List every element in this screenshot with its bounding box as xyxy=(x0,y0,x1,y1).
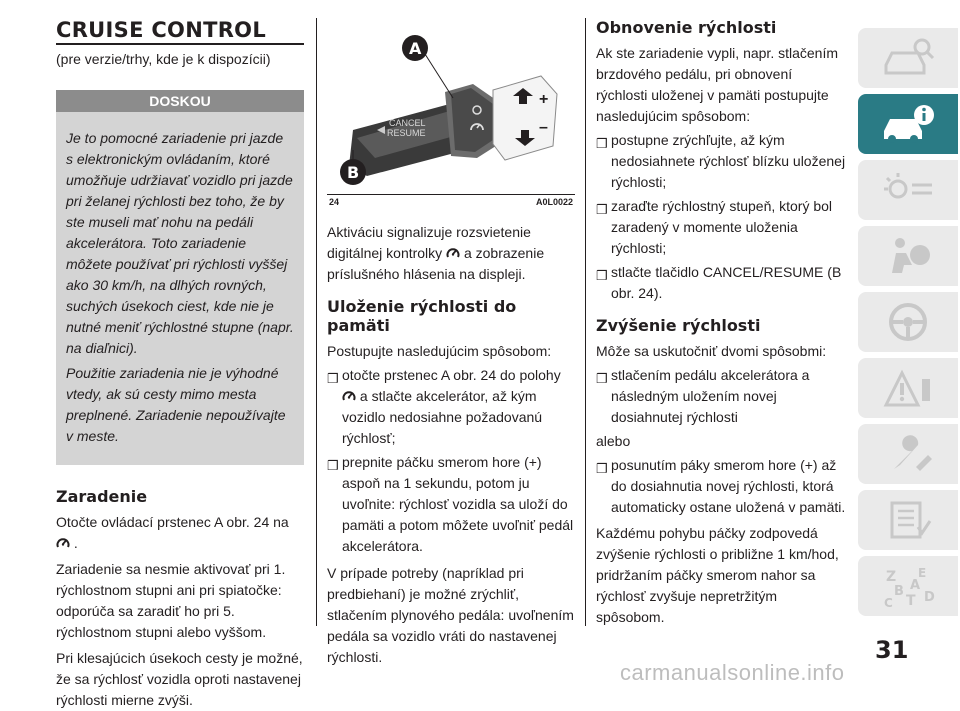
cruise-control-icon xyxy=(56,537,70,550)
list-item: ❒ zaraďte rýchlostný stupeň, ktorý bol zaradený v momente uloženia rýchlosti; xyxy=(596,198,833,256)
bullet-icon: ❒ xyxy=(596,202,608,217)
bullet-icon: ❒ xyxy=(327,458,339,473)
figure-24 xyxy=(327,18,575,208)
tab-airbag-safety[interactable] xyxy=(858,226,958,286)
cruise-control-icon xyxy=(342,390,356,403)
figure-caption xyxy=(327,194,575,208)
plus-label: + xyxy=(539,91,549,108)
tab-maintenance[interactable] xyxy=(858,424,958,484)
cruise-control-icon xyxy=(446,247,460,260)
index-letters-icon xyxy=(878,563,938,609)
section-heading-zvysenie: Zvýšenie rýchlosti xyxy=(596,316,761,335)
paragraph: Môže sa uskutočniť dvomi spôsobmi: xyxy=(596,343,827,359)
svg-text:T: T xyxy=(906,593,916,609)
svg-text:D: D xyxy=(924,590,935,605)
bullet-icon: ❒ xyxy=(596,371,608,386)
svg-text:B: B xyxy=(894,584,904,599)
figure-number: 24 xyxy=(329,197,340,207)
page-number: 31 xyxy=(875,636,909,664)
paragraph: alebo xyxy=(596,433,631,449)
paragraph: V prípade potreby (napríklad pri predbiehaní) je možné zrýchliť, stlačením plynového pedála: uvoľnením pedála sa vozidlo vráti do nastavenej rýchlosti. xyxy=(327,565,574,665)
paragraph: Aktiváciu signalizuje rozsvietenie digitálnej kontrolky a zobrazenie príslušného hlásenia na displeji. xyxy=(327,224,545,282)
list-item: ❒ otočte prstenec A obr. 24 do polohy a stlačte akcelerátor, až kým vozidlo nedosiahne požadovanú rýchlosť; xyxy=(327,367,561,446)
svg-text:Z: Z xyxy=(886,569,897,585)
warning-box xyxy=(56,90,304,465)
paragraph: Zariadenie sa nesmie aktivovať pri 1. rýchlostnom stupni ani pri spiatočke: odporúča sa zaradiť ho pri 5. rýchlostnom stupni alebo vyššom. xyxy=(56,561,286,640)
tab-dashboard-lights[interactable] xyxy=(858,160,958,220)
page-title: CRUISE CONTROL xyxy=(56,18,266,42)
minus-label: – xyxy=(539,119,548,136)
bullet-icon: ❒ xyxy=(596,461,608,476)
car-search-icon xyxy=(878,35,938,81)
airbag-safety-icon xyxy=(878,233,938,279)
paragraph: Ak ste zariadenie vypli, napr. stlačením brzdového pedálu, pri obnovení rýchlosti uloženej v pamäti postupujte nasledujúcim spôsobom: xyxy=(596,45,839,124)
cancel-label: CANCEL xyxy=(389,118,426,128)
section-heading-zaradenie: Zaradenie xyxy=(56,487,148,506)
warning-paragraph: Je to pomocné zariadenie pri jazde s elektronickým ovládaním, ktoré umožňuje udržiavať vozidlo pri jazde pri želanej rýchlosti bez toho, že by ste museli mať nohu na pedáli akcelerátora. Toto zariadenie môžete používať pri rýchlosti vyššej ako 30 km/h, na dlhých rovných, suchých úsekoch ciest, kde nie je nutné meniť rýchlostné stupne (napr. na diaľnici). xyxy=(66,130,294,356)
list-item: ❒ posunutím páky smerom hore (+) až do dosiahnutia novej rýchlosti, ktorá automaticky ostane uložená v pamäti. xyxy=(596,457,846,515)
tab-technical-data[interactable] xyxy=(858,490,958,550)
tab-steering-wheel[interactable] xyxy=(858,292,958,352)
figure-code: A0L0022 xyxy=(535,197,573,207)
dashboard-lights-icon xyxy=(878,167,938,213)
resume-label: RESUME xyxy=(387,128,426,138)
tab-car-search[interactable] xyxy=(858,28,958,88)
car-info-icon xyxy=(878,101,938,147)
section-heading-ulozenie: Uloženie rýchlosti do pamäti xyxy=(327,297,517,335)
warning-triangle-icon xyxy=(878,365,938,411)
warning-heading: DOSKOU xyxy=(56,90,304,112)
wrench-icon xyxy=(878,431,938,477)
bullet-icon: ❒ xyxy=(327,371,339,386)
section-heading-obnovenie: Obnovenie rýchlosti xyxy=(596,18,777,37)
paragraph: Pri klesajúcich úsekoch cesty je možné, že sa rýchlosť vozidla oproti nastavenej rýchlosti mierne zvýši. xyxy=(56,650,303,708)
svg-text:C: C xyxy=(884,596,893,610)
warning-body xyxy=(56,112,304,465)
list-item: ❒ postupne zrýchľujte, až kým nedosiahnete rýchlosť blízku uloženej rýchlosti; xyxy=(596,132,846,190)
paragraph: Otočte ovládací prstenec A obr. 24 na . xyxy=(56,514,289,551)
svg-text:A: A xyxy=(910,578,921,593)
watermark: carmanualsonline.info xyxy=(620,660,845,685)
bullet-icon: ❒ xyxy=(596,268,608,283)
tab-warning[interactable] xyxy=(858,358,958,418)
callout-a: A xyxy=(409,39,422,58)
callout-b: B xyxy=(347,163,360,182)
checklist-icon xyxy=(878,497,938,543)
tab-index[interactable] xyxy=(858,556,958,616)
bullet-icon: ❒ xyxy=(596,136,608,151)
list-item: ❒ stlačte tlačidlo CANCEL/RESUME (B obr. 24). xyxy=(596,264,842,301)
list-item: ❒ stlačením pedálu akcelerátora a následným uložením novej dosiahnutej rýchlosti xyxy=(596,367,810,425)
cruise-lever-illustration xyxy=(327,18,575,194)
title-rule xyxy=(56,43,304,45)
paragraph: Postupujte nasledujúcim spôsobom: xyxy=(327,343,552,359)
steering-wheel-icon xyxy=(878,299,938,345)
column-divider xyxy=(316,18,317,626)
column-right xyxy=(596,18,846,628)
warning-paragraph: Použitie zariadenia nie je výhodné vtedy, ak sú cesty mimo mesta preplnené. Zariadenie nepoužívajte v meste. xyxy=(66,365,286,444)
page-subtitle: (pre verzie/trhy, kde je k dispozícii) xyxy=(56,51,271,67)
column-divider xyxy=(585,18,586,626)
chapter-tabs xyxy=(858,28,958,622)
column-middle xyxy=(327,18,575,668)
svg-text:E: E xyxy=(918,566,927,580)
list-item: ❒ prepnite páčku smerom hore (+) aspoň na 1 sekundu, potom ju uvoľnite: rýchlosť vozidla sa uloží do pamäti a potom môžete uvoľniť pedál akcelerátora. xyxy=(327,454,574,554)
tab-car-info[interactable] xyxy=(858,94,958,154)
column-left xyxy=(56,18,304,711)
paragraph: Každému pohybu páčky zodpovedá zvýšenie rýchlosti o približne 1 km/hod, pridržaním páčky smerom nahor sa rýchlosť zvyšuje nepretržitým spôsobom. xyxy=(596,525,839,625)
